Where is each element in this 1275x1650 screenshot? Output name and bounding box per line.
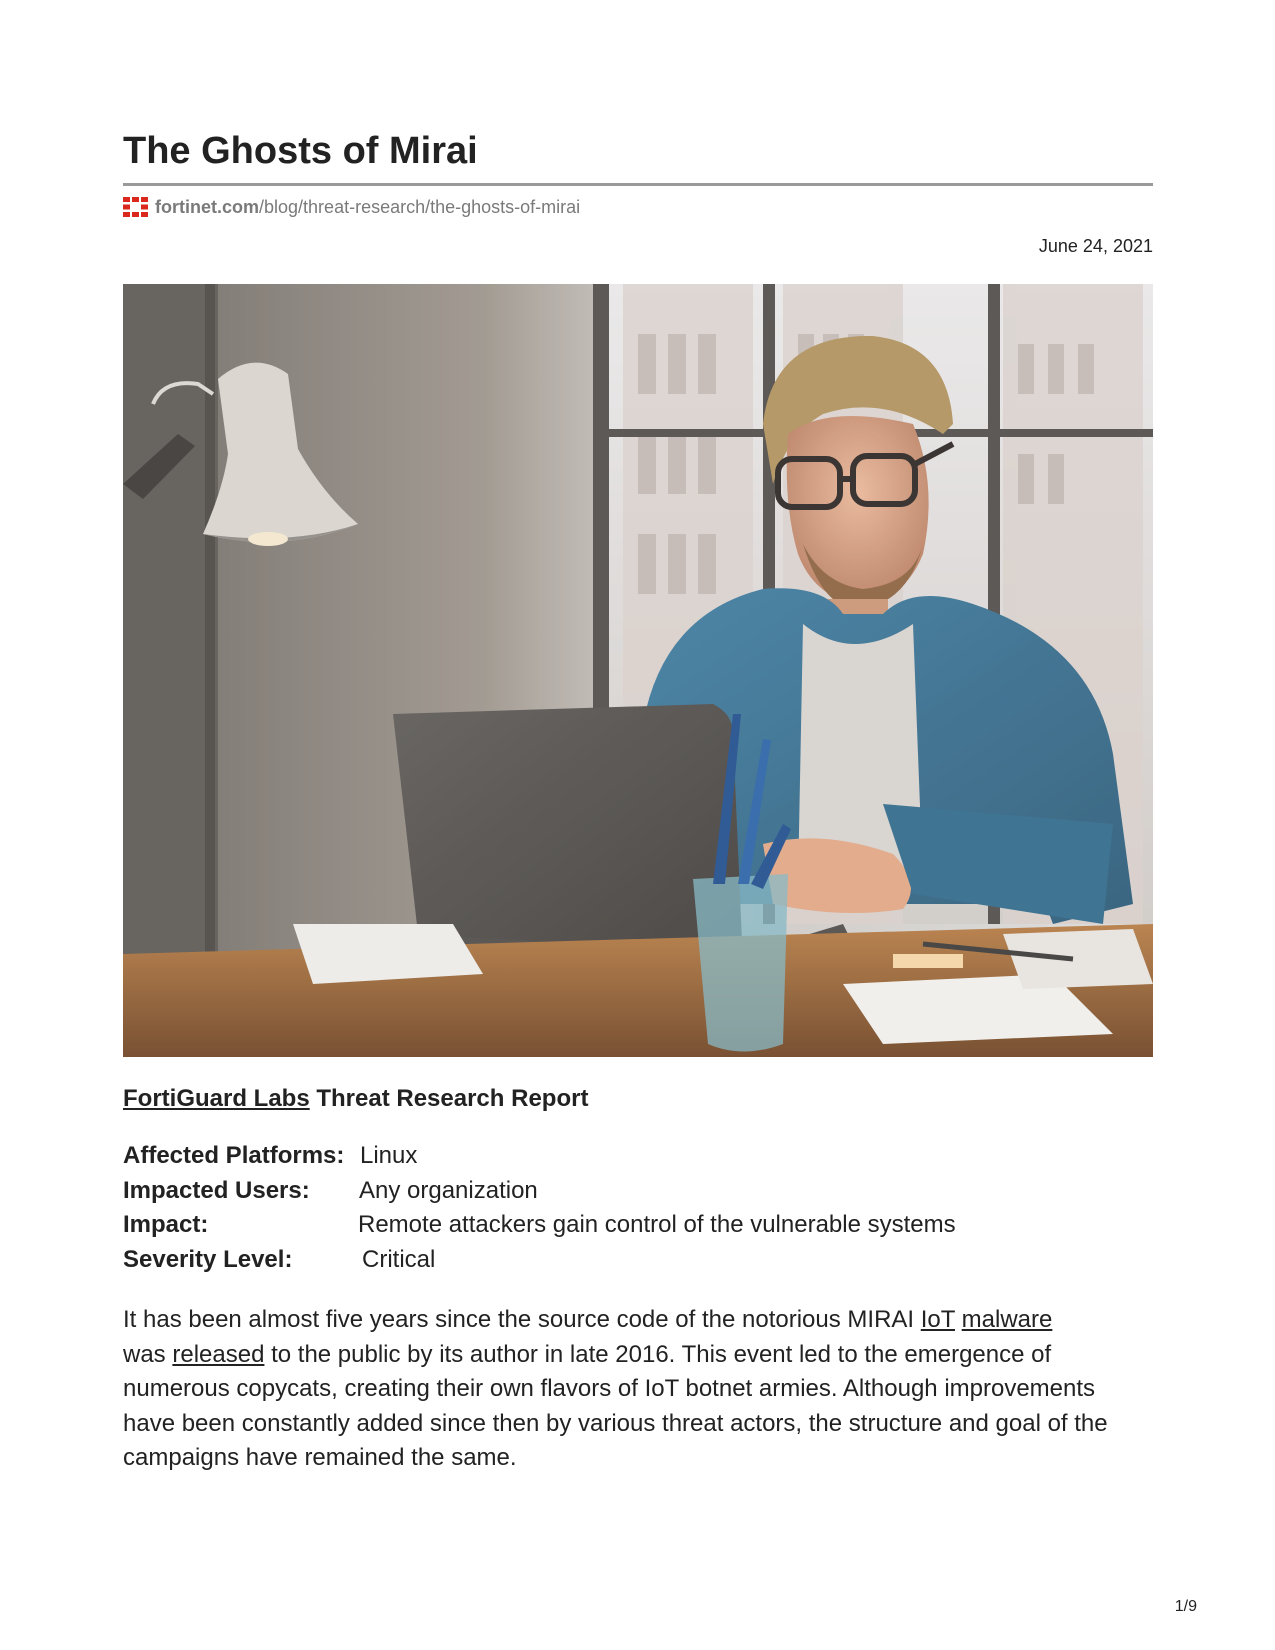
meta-label: Impacted Users:	[123, 1176, 310, 1204]
meta-label: Severity Level:	[123, 1245, 293, 1273]
iot-link[interactable]: IoT	[920, 1306, 955, 1333]
report-heading-text: Threat Research Report	[309, 1085, 589, 1112]
meta-value: Linux	[360, 1142, 418, 1169]
paragraph-line: numerous copycats, creating their own flavors of IoT botnet armies. Although improvements	[123, 1375, 1096, 1403]
paragraph-text: to the public by its author in late 2016. This event led to the emergence of	[264, 1340, 1052, 1368]
source-path: /blog/threat-research/the-ghosts-of-mirai	[259, 196, 581, 217]
publish-date: June 24, 2021	[1038, 236, 1153, 256]
page-number: 1/9	[1174, 1598, 1197, 1615]
fortinet-logo-icon	[123, 197, 148, 217]
fortiguard-labs-link[interactable]: FortiGuard Labs	[123, 1085, 310, 1112]
released-link[interactable]: released	[172, 1340, 265, 1368]
paragraph-text: It has been almost five years since the source code of the notorious MIRAI	[123, 1306, 921, 1333]
meta-value: Any organization	[359, 1176, 538, 1204]
paragraph-text	[955, 1306, 962, 1333]
meta-value: Remote attackers gain control of the vulnerable systems	[358, 1211, 956, 1238]
paragraph-line	[123, 1303, 1163, 1338]
title-divider	[123, 183, 1153, 186]
source-domain: fortinet.com	[155, 196, 260, 217]
malware-link[interactable]: malware	[961, 1306, 1053, 1333]
paragraph-line: have been constantly added since then by various threat actors, the structure and goal of the	[123, 1409, 1108, 1437]
report-heading	[123, 1085, 588, 1113]
paragraph-line	[123, 1338, 1163, 1373]
meta-label: Affected Platforms:	[123, 1142, 345, 1169]
meta-label: Impact:	[123, 1211, 209, 1238]
paragraph-line: campaigns have remained the same.	[123, 1444, 517, 1472]
meta-value: Critical	[362, 1245, 436, 1273]
source-url[interactable]	[123, 196, 580, 218]
hero-image	[123, 284, 1153, 1057]
paragraph-text: was	[123, 1340, 173, 1368]
page-title: The Ghosts of Mirai	[123, 130, 478, 172]
intro-paragraph	[123, 1303, 1163, 1476]
